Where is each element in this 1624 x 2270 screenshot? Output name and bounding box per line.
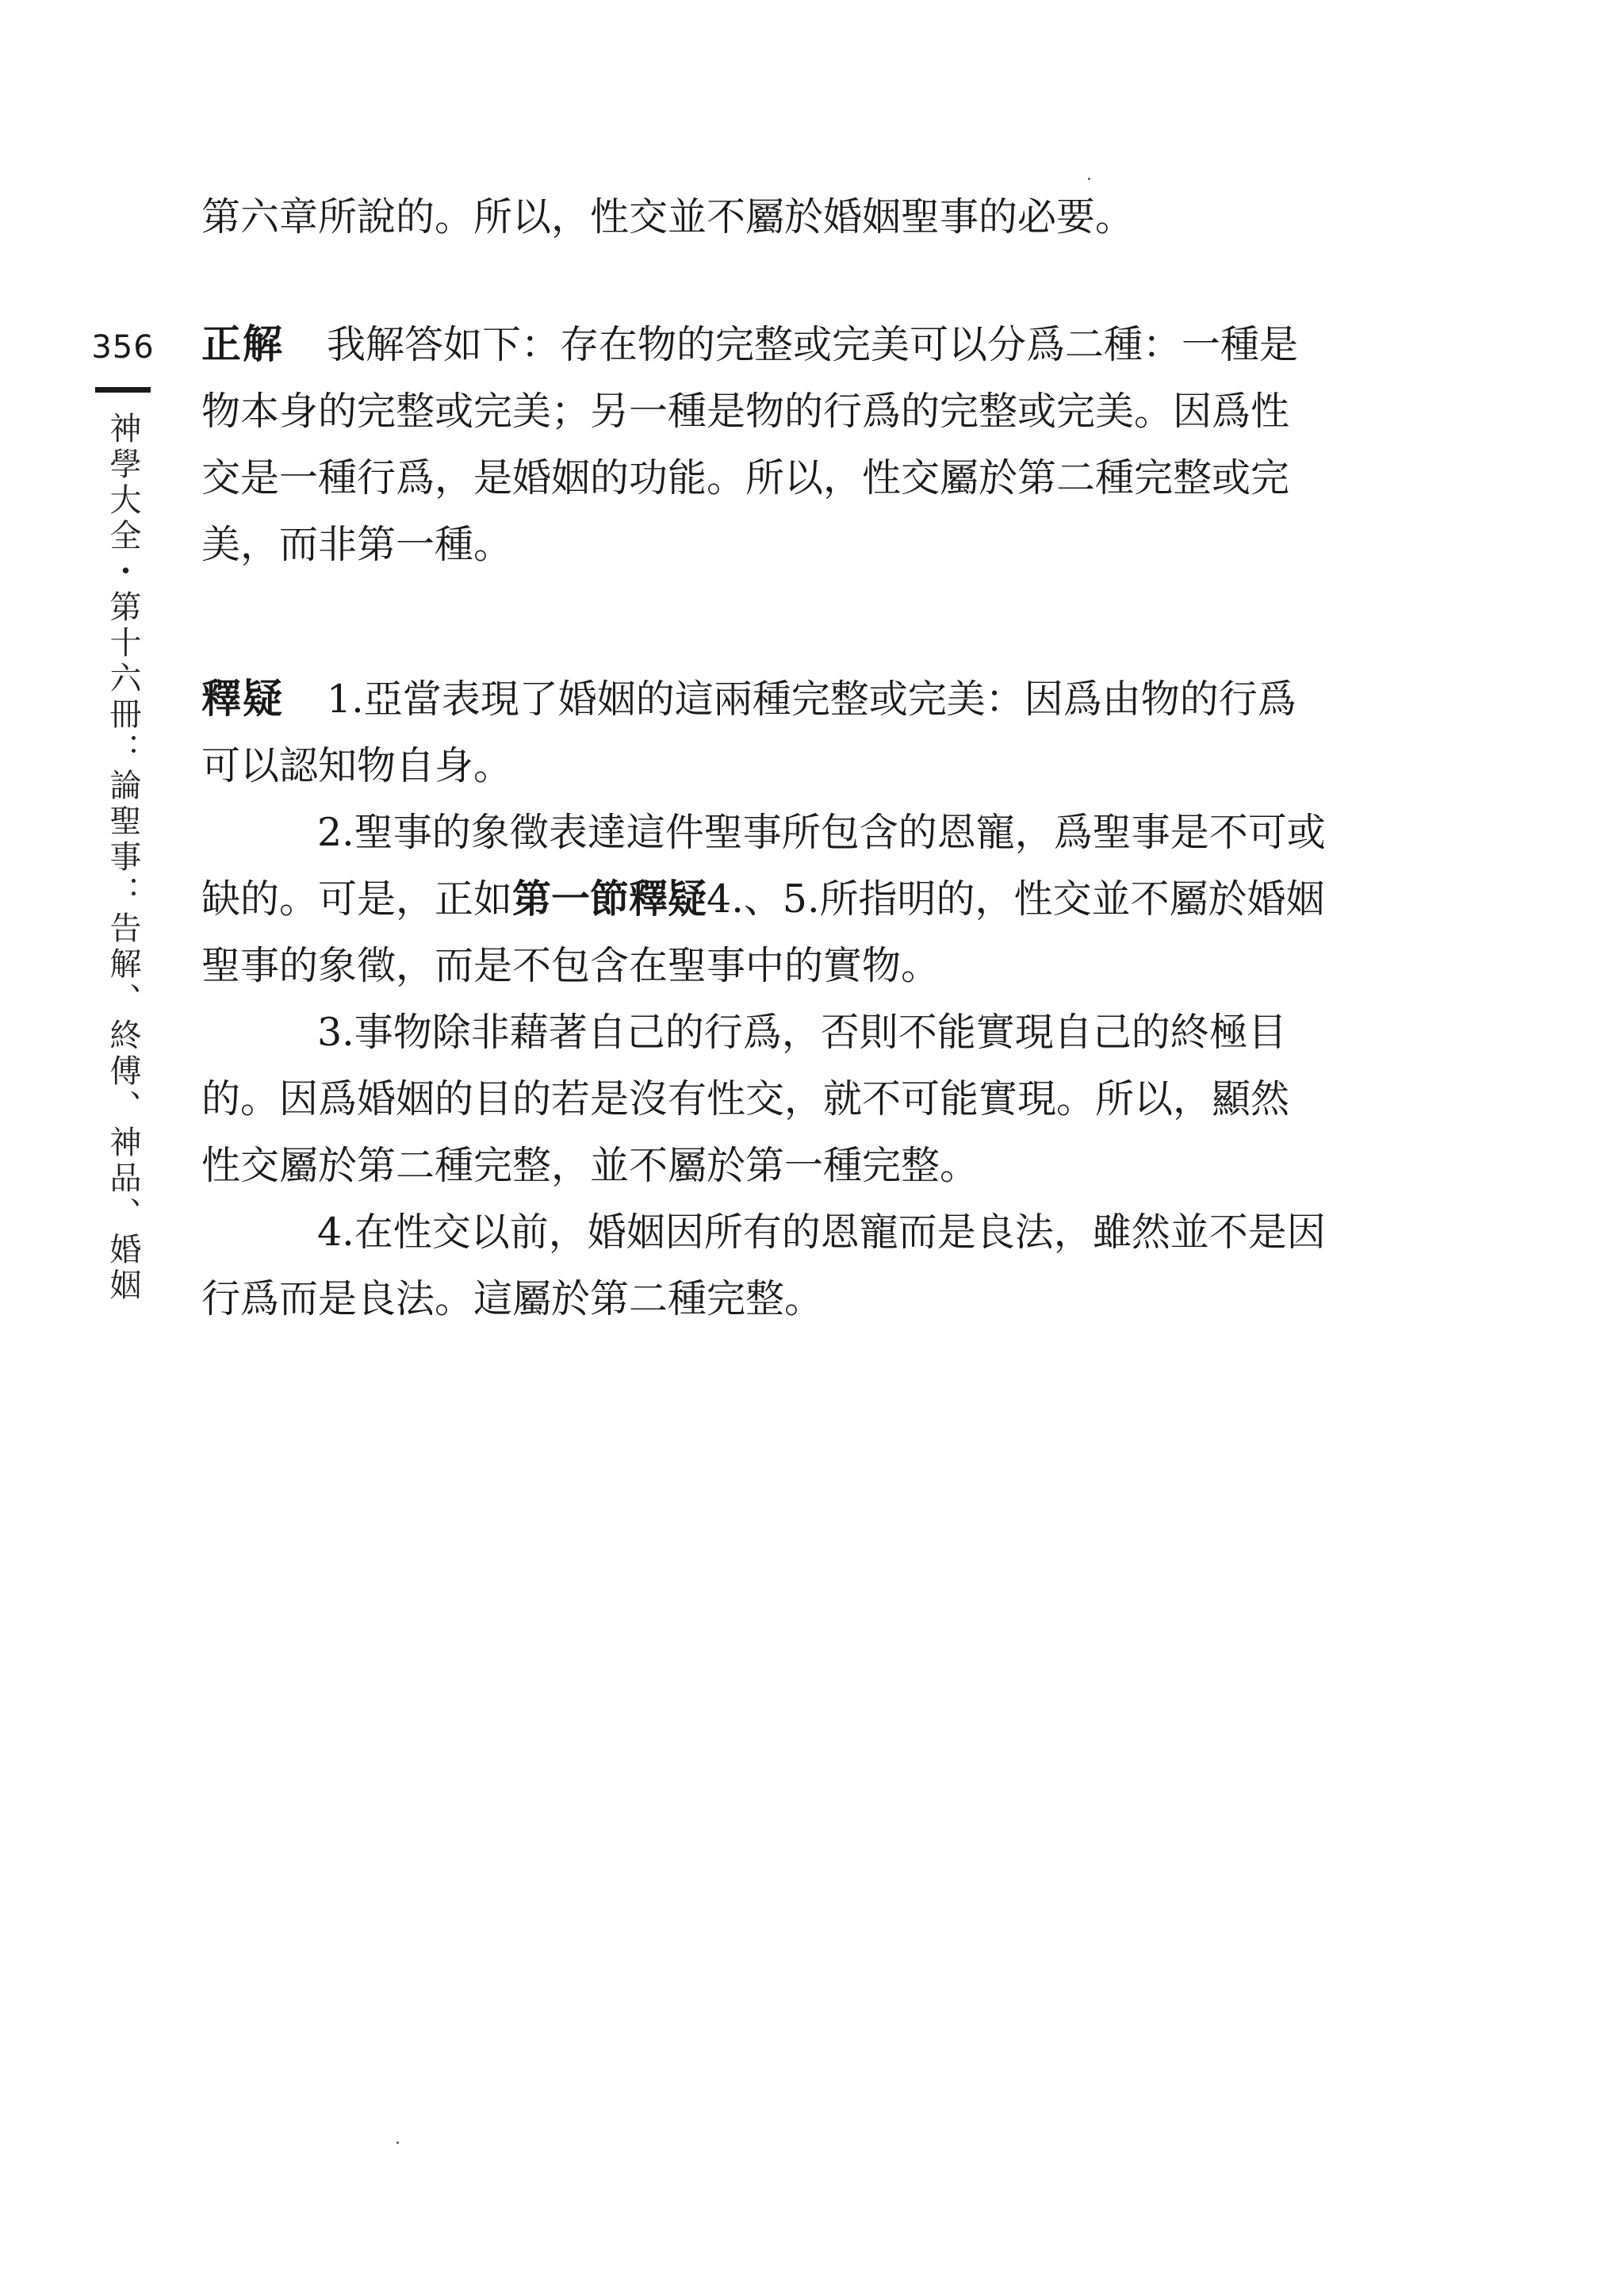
answer-section (201, 311, 1327, 578)
page-margin (89, 329, 157, 1304)
page-number: 356 (91, 329, 155, 366)
scan-speck (396, 2142, 399, 2144)
answer-label: 正解 (201, 321, 284, 367)
replies-label: 釋疑 (201, 676, 284, 722)
running-header: 神學大全・第十六冊：論聖事：告解、終傅、神品、婚姻 (105, 412, 141, 1304)
opening-line: 第六章所說的。所以，性交並不屬於婚姻聖事的必要。 (201, 194, 1135, 240)
reply-2-reference: 第一節釋疑 (512, 876, 707, 922)
reply-2-text-before: 2.聖事的象徵表達這件聖事所包含的恩寵，爲聖事是不可或缺的。可是，正如 (201, 810, 1326, 922)
reply-4 (201, 1199, 1327, 1332)
reply-2 (201, 799, 1327, 999)
answer-text: 我解答如下：存在物的完整或完美可以分爲二種：一種是物本身的完整或完美；另一種是物的行爲的完整或完美。因爲性交是一種行爲，是婚姻的功能。所以，性交屬於第二種完整或完美，而非第一種。 (201, 322, 1299, 567)
margin-rule (95, 387, 151, 393)
reply-2-text-after: 4.、5.所指明的，性交並不屬於婚姻聖事的象徵，而是不包含在聖事中的實物。 (201, 876, 1325, 988)
scan-speck (1088, 178, 1090, 180)
main-text (201, 184, 1327, 1332)
reply-1-text: 1.亞當表現了婚姻的這兩種完整或完美：因爲由物的行爲可以認知物自身。 (201, 677, 1297, 788)
reply-3-text: 3.事物除非藉著自己的行爲，否則不能實現自己的終極目的。因爲婚姻的目的若是沒有性交，就不可能實現。所以，顯然性交屬於第二種完整，並不屬於第一種完整。 (201, 1010, 1290, 1188)
replies-section (201, 665, 1327, 1332)
reply-4-text: 4.在性交以前，婚姻因所有的恩寵而是良法，雖然並不是因行爲而是良法。這屬於第二種完整。 (201, 1210, 1326, 1321)
answer-paragraph (201, 311, 1327, 578)
reply-1 (201, 665, 1327, 799)
reply-3 (201, 999, 1327, 1199)
